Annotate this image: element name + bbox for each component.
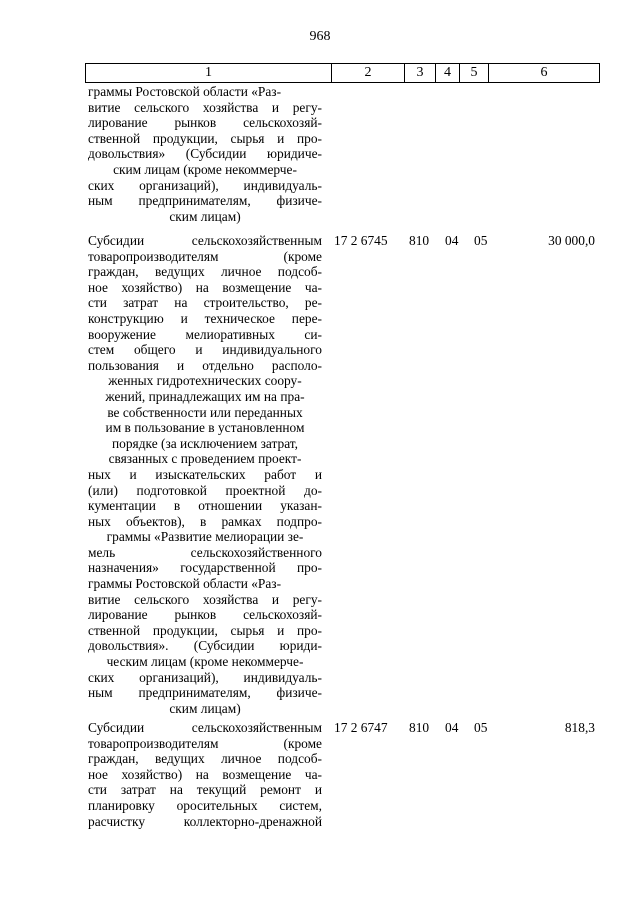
description-line: ским лицам)	[169, 208, 241, 224]
row-description-continued	[88, 84, 322, 224]
description-line: лирование рынков сельскохозяй-	[88, 607, 322, 623]
description-line: Субсидии сельскохозяйственным	[88, 233, 322, 248]
description-line: стем общего и индивидуального	[88, 342, 322, 358]
header-col-1: 1	[86, 64, 332, 82]
description-line: ве собственности или переданных	[107, 404, 303, 420]
cell-subsection: 05	[474, 720, 488, 735]
row-description	[88, 720, 322, 829]
description-line: кументации в отношении указан-	[88, 498, 322, 514]
description-line: сти затрат на текущий ремонт и	[88, 782, 322, 798]
description-line: товаропроизводителям (кроме	[88, 248, 322, 264]
description-line: сти затрат на строительство, ре-	[88, 295, 322, 311]
description-line: ских организаций), индивидуаль-	[88, 669, 322, 685]
description-line: лирование рынков сельскохозяй-	[88, 115, 322, 131]
description-line: конструкцию и техническое пере-	[88, 310, 322, 326]
description-line: жений, принадлежащих им на пра-	[105, 388, 305, 404]
description-line: назначения» государственной про-	[88, 560, 322, 576]
header-col-4: 4	[436, 64, 460, 82]
description-line: ное хозяйство) на возмещение ча-	[88, 766, 322, 782]
description-line: товаропроизводителям (кроме	[88, 735, 322, 751]
description-line: вооружение мелиоративных си-	[88, 326, 322, 342]
description-line: мель сельскохозяйственного	[88, 544, 322, 560]
description-line: (или) подготовкой проектной до-	[88, 482, 322, 498]
cell-section: 04	[445, 720, 459, 735]
cell-expense-type: 810	[409, 233, 430, 248]
description-line: расчистку коллекторно-дренажной	[88, 813, 322, 829]
description-line: граждан, ведущих личное подсоб-	[88, 751, 322, 767]
page-number: 968	[309, 29, 331, 44]
cell-target-code: 17 2 6747	[334, 720, 388, 735]
description-line: ных объектов), в рамках подпро-	[88, 513, 322, 529]
header-col-2: 2	[332, 64, 405, 82]
description-line: ским лицам)	[169, 700, 241, 716]
description-line: ственной продукции, сырья и про-	[88, 622, 322, 638]
description-line: витие сельского хозяйства и регу-	[88, 591, 322, 607]
description-line: ческим лицам (кроме некоммерче-	[106, 654, 304, 670]
description-line: планировку оросительных систем,	[88, 797, 322, 813]
cell-amount: 30 000,0	[548, 233, 595, 248]
description-line: граждан, ведущих личное подсоб-	[88, 264, 322, 280]
cell-target-code: 17 2 6745	[334, 233, 388, 248]
description-line: граммы Ростовской области «Раз-	[88, 84, 282, 99]
description-line: ским лицам (кроме некоммерче-	[113, 161, 297, 177]
cell-expense-type: 810	[409, 720, 430, 735]
description-line: пользования и отдельно располо-	[88, 357, 322, 373]
description-line: порядке (за исключением затрат,	[112, 435, 298, 451]
row-description	[88, 233, 322, 716]
description-line: граммы «Развитие мелиорации зе-	[106, 529, 304, 545]
table-header	[85, 63, 600, 83]
description-line: ных и изыскательских работ и	[88, 466, 322, 482]
description-line: довольствия». (Субсидии юриди-	[88, 638, 322, 654]
cell-section: 04	[445, 233, 459, 248]
description-line: Субсидии сельскохозяйственным	[88, 720, 322, 735]
description-line: ным предпринимателям, физиче-	[88, 193, 322, 209]
description-line: им в пользование в установленном	[105, 420, 305, 436]
header-col-3: 3	[405, 64, 436, 82]
description-line: ное хозяйство) на возмещение ча-	[88, 279, 322, 295]
header-col-5: 5	[460, 64, 489, 82]
description-line: связанных с проведением проект-	[108, 451, 302, 467]
description-line: граммы Ростовской области «Раз-	[88, 576, 282, 592]
cell-amount: 818,3	[564, 720, 595, 735]
description-line: ственной продукции, сырья и про-	[88, 130, 322, 146]
header-col-6: 6	[540, 65, 548, 80]
description-line: ным предпринимателям, физиче-	[88, 685, 322, 701]
cell-subsection: 05	[474, 233, 488, 248]
description-line: витие сельского хозяйства и регу-	[88, 99, 322, 115]
description-line: довольствия» (Субсидии юридиче-	[88, 146, 322, 162]
description-line: женных гидротехнических соору-	[108, 373, 302, 389]
description-line: ских организаций), индивидуаль-	[88, 177, 322, 193]
